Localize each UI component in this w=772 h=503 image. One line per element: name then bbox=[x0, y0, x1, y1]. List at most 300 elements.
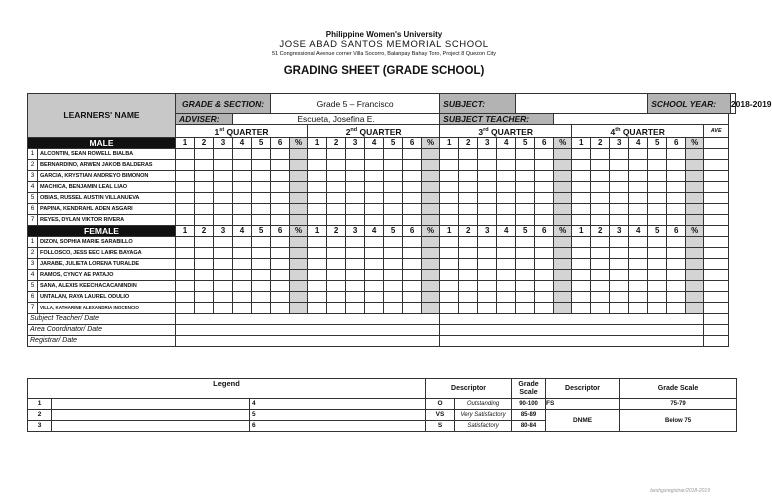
grade-cell[interactable] bbox=[271, 247, 290, 258]
grade-cell[interactable] bbox=[629, 148, 648, 159]
grade-cell[interactable] bbox=[214, 269, 233, 280]
grade-cell[interactable] bbox=[554, 236, 572, 247]
grade-cell[interactable] bbox=[667, 302, 686, 313]
grade-cell[interactable] bbox=[516, 159, 535, 170]
grade-cell[interactable] bbox=[686, 181, 704, 192]
grade-cell[interactable] bbox=[478, 280, 497, 291]
grade-cell[interactable] bbox=[176, 269, 195, 280]
grade-cell[interactable] bbox=[686, 291, 704, 302]
grade-cell[interactable] bbox=[308, 291, 327, 302]
grade-cell[interactable] bbox=[176, 192, 195, 203]
grade-cell[interactable] bbox=[440, 203, 459, 214]
grade-cell[interactable] bbox=[422, 291, 440, 302]
grade-cell[interactable] bbox=[233, 214, 252, 225]
grade-cell[interactable] bbox=[459, 236, 478, 247]
grade-cell[interactable] bbox=[233, 236, 252, 247]
grade-cell[interactable] bbox=[290, 214, 308, 225]
grade-cell[interactable] bbox=[252, 247, 271, 258]
grade-cell[interactable] bbox=[403, 214, 422, 225]
grade-cell[interactable] bbox=[629, 247, 648, 258]
grade-cell[interactable] bbox=[403, 291, 422, 302]
grade-cell[interactable] bbox=[365, 258, 384, 269]
signature-cell[interactable] bbox=[704, 335, 729, 346]
grade-cell[interactable] bbox=[384, 181, 403, 192]
grade-cell[interactable] bbox=[365, 192, 384, 203]
grade-cell[interactable] bbox=[214, 203, 233, 214]
grade-cell[interactable] bbox=[667, 291, 686, 302]
grade-cell[interactable] bbox=[478, 258, 497, 269]
grade-cell[interactable] bbox=[422, 159, 440, 170]
grade-cell[interactable] bbox=[233, 247, 252, 258]
grade-cell[interactable] bbox=[572, 181, 591, 192]
grade-cell[interactable] bbox=[327, 269, 346, 280]
grade-cell[interactable] bbox=[478, 148, 497, 159]
grade-cell[interactable] bbox=[176, 148, 195, 159]
grade-cell[interactable] bbox=[308, 192, 327, 203]
grade-cell[interactable] bbox=[176, 258, 195, 269]
grade-cell[interactable] bbox=[176, 302, 195, 313]
grade-cell[interactable] bbox=[610, 247, 629, 258]
grade-cell[interactable] bbox=[440, 291, 459, 302]
grade-cell[interactable] bbox=[497, 258, 516, 269]
grade-cell[interactable] bbox=[478, 181, 497, 192]
grade-cell[interactable] bbox=[629, 203, 648, 214]
grade-cell[interactable] bbox=[648, 148, 667, 159]
grade-cell[interactable] bbox=[308, 280, 327, 291]
average-cell[interactable] bbox=[704, 258, 729, 269]
grade-cell[interactable] bbox=[365, 159, 384, 170]
grade-cell[interactable] bbox=[327, 203, 346, 214]
grade-cell[interactable] bbox=[176, 236, 195, 247]
grade-cell[interactable] bbox=[610, 170, 629, 181]
grade-cell[interactable] bbox=[591, 302, 610, 313]
grade-cell[interactable] bbox=[572, 247, 591, 258]
grade-cell[interactable] bbox=[610, 258, 629, 269]
grade-cell[interactable] bbox=[403, 192, 422, 203]
grade-cell[interactable] bbox=[440, 302, 459, 313]
grade-cell[interactable] bbox=[233, 181, 252, 192]
grade-cell[interactable] bbox=[252, 170, 271, 181]
grade-cell[interactable] bbox=[629, 258, 648, 269]
grade-cell[interactable] bbox=[667, 258, 686, 269]
grade-cell[interactable] bbox=[459, 203, 478, 214]
grade-cell[interactable] bbox=[346, 170, 365, 181]
grade-cell[interactable] bbox=[648, 181, 667, 192]
grade-cell[interactable] bbox=[535, 148, 554, 159]
grade-cell[interactable] bbox=[440, 192, 459, 203]
grade-cell[interactable] bbox=[214, 236, 233, 247]
grade-cell[interactable] bbox=[610, 203, 629, 214]
grade-cell[interactable] bbox=[384, 269, 403, 280]
grade-cell[interactable] bbox=[667, 159, 686, 170]
grade-cell[interactable] bbox=[308, 302, 327, 313]
grade-cell[interactable] bbox=[535, 302, 554, 313]
grade-cell[interactable] bbox=[271, 148, 290, 159]
average-cell[interactable] bbox=[704, 302, 729, 313]
grade-cell[interactable] bbox=[667, 148, 686, 159]
grade-cell[interactable] bbox=[516, 291, 535, 302]
grade-cell[interactable] bbox=[667, 247, 686, 258]
grade-cell[interactable] bbox=[572, 214, 591, 225]
grade-cell[interactable] bbox=[572, 159, 591, 170]
grade-cell[interactable] bbox=[478, 203, 497, 214]
grade-cell[interactable] bbox=[290, 291, 308, 302]
grade-cell[interactable] bbox=[308, 181, 327, 192]
grade-cell[interactable] bbox=[214, 247, 233, 258]
grade-cell[interactable] bbox=[554, 170, 572, 181]
grade-cell[interactable] bbox=[516, 302, 535, 313]
grade-cell[interactable] bbox=[233, 258, 252, 269]
grade-cell[interactable] bbox=[686, 302, 704, 313]
grade-cell[interactable] bbox=[648, 269, 667, 280]
grade-cell[interactable] bbox=[308, 159, 327, 170]
grade-cell[interactable] bbox=[440, 181, 459, 192]
grade-cell[interactable] bbox=[535, 203, 554, 214]
grade-cell[interactable] bbox=[554, 159, 572, 170]
grade-cell[interactable] bbox=[610, 214, 629, 225]
grade-cell[interactable] bbox=[686, 170, 704, 181]
grade-cell[interactable] bbox=[610, 192, 629, 203]
grade-cell[interactable] bbox=[572, 148, 591, 159]
grade-cell[interactable] bbox=[591, 236, 610, 247]
grade-cell[interactable] bbox=[554, 258, 572, 269]
grade-cell[interactable] bbox=[365, 170, 384, 181]
grade-cell[interactable] bbox=[384, 280, 403, 291]
grade-cell[interactable] bbox=[610, 148, 629, 159]
average-cell[interactable] bbox=[704, 203, 729, 214]
grade-cell[interactable] bbox=[365, 203, 384, 214]
grade-cell[interactable] bbox=[422, 214, 440, 225]
grade-cell[interactable] bbox=[403, 280, 422, 291]
average-cell[interactable] bbox=[704, 214, 729, 225]
grade-cell[interactable] bbox=[195, 192, 214, 203]
grade-cell[interactable] bbox=[667, 236, 686, 247]
grade-cell[interactable] bbox=[478, 214, 497, 225]
grade-cell[interactable] bbox=[271, 159, 290, 170]
average-cell[interactable] bbox=[704, 247, 729, 258]
grade-cell[interactable] bbox=[195, 247, 214, 258]
grade-cell[interactable] bbox=[252, 214, 271, 225]
grade-cell[interactable] bbox=[327, 181, 346, 192]
grade-cell[interactable] bbox=[308, 148, 327, 159]
grade-cell[interactable] bbox=[686, 269, 704, 280]
grade-cell[interactable] bbox=[422, 170, 440, 181]
grade-cell[interactable] bbox=[591, 247, 610, 258]
grade-cell[interactable] bbox=[365, 291, 384, 302]
grade-cell[interactable] bbox=[195, 302, 214, 313]
grade-cell[interactable] bbox=[610, 280, 629, 291]
grade-cell[interactable] bbox=[686, 159, 704, 170]
grade-cell[interactable] bbox=[686, 203, 704, 214]
grade-cell[interactable] bbox=[365, 181, 384, 192]
grade-cell[interactable] bbox=[554, 148, 572, 159]
grade-cell[interactable] bbox=[516, 247, 535, 258]
grade-cell[interactable] bbox=[290, 159, 308, 170]
grade-cell[interactable] bbox=[252, 181, 271, 192]
grade-cell[interactable] bbox=[195, 203, 214, 214]
grade-cell[interactable] bbox=[648, 258, 667, 269]
grade-cell[interactable] bbox=[195, 291, 214, 302]
signature-cell[interactable] bbox=[440, 324, 704, 335]
grade-cell[interactable] bbox=[686, 192, 704, 203]
grade-cell[interactable] bbox=[478, 236, 497, 247]
grade-cell[interactable] bbox=[629, 269, 648, 280]
grade-cell[interactable] bbox=[271, 203, 290, 214]
grade-cell[interactable] bbox=[252, 203, 271, 214]
grade-cell[interactable] bbox=[516, 170, 535, 181]
grade-cell[interactable] bbox=[516, 203, 535, 214]
grade-cell[interactable] bbox=[384, 159, 403, 170]
grade-cell[interactable] bbox=[440, 214, 459, 225]
grade-cell[interactable] bbox=[233, 269, 252, 280]
grade-cell[interactable] bbox=[346, 302, 365, 313]
grade-cell[interactable] bbox=[591, 280, 610, 291]
grade-cell[interactable] bbox=[478, 302, 497, 313]
grade-cell[interactable] bbox=[327, 148, 346, 159]
grade-cell[interactable] bbox=[686, 214, 704, 225]
grade-cell[interactable] bbox=[403, 170, 422, 181]
grade-cell[interactable] bbox=[667, 181, 686, 192]
grade-cell[interactable] bbox=[422, 236, 440, 247]
grade-cell[interactable] bbox=[403, 302, 422, 313]
grade-cell[interactable] bbox=[290, 247, 308, 258]
grade-cell[interactable] bbox=[365, 269, 384, 280]
grade-cell[interactable] bbox=[271, 214, 290, 225]
average-cell[interactable] bbox=[704, 170, 729, 181]
grade-cell[interactable] bbox=[440, 280, 459, 291]
grade-cell[interactable] bbox=[516, 148, 535, 159]
grade-cell[interactable] bbox=[440, 159, 459, 170]
grade-cell[interactable] bbox=[233, 170, 252, 181]
grade-cell[interactable] bbox=[440, 258, 459, 269]
grade-cell[interactable] bbox=[554, 302, 572, 313]
grade-cell[interactable] bbox=[610, 291, 629, 302]
grade-cell[interactable] bbox=[346, 291, 365, 302]
legend-blank[interactable] bbox=[52, 399, 250, 410]
grade-cell[interactable] bbox=[271, 269, 290, 280]
grade-cell[interactable] bbox=[365, 280, 384, 291]
grade-cell[interactable] bbox=[516, 181, 535, 192]
grade-cell[interactable] bbox=[572, 192, 591, 203]
grade-cell[interactable] bbox=[516, 236, 535, 247]
grade-cell[interactable] bbox=[346, 236, 365, 247]
grade-cell[interactable] bbox=[440, 247, 459, 258]
grade-cell[interactable] bbox=[422, 203, 440, 214]
grade-cell[interactable] bbox=[535, 280, 554, 291]
grade-cell[interactable] bbox=[629, 181, 648, 192]
average-cell[interactable] bbox=[704, 192, 729, 203]
grade-cell[interactable] bbox=[686, 236, 704, 247]
grade-cell[interactable] bbox=[214, 192, 233, 203]
grade-cell[interactable] bbox=[572, 170, 591, 181]
grade-cell[interactable] bbox=[346, 258, 365, 269]
grade-cell[interactable] bbox=[195, 148, 214, 159]
average-cell[interactable] bbox=[704, 280, 729, 291]
grade-cell[interactable] bbox=[403, 148, 422, 159]
grade-cell[interactable] bbox=[271, 280, 290, 291]
grade-cell[interactable] bbox=[403, 258, 422, 269]
grade-cell[interactable] bbox=[290, 236, 308, 247]
grade-cell[interactable] bbox=[384, 192, 403, 203]
grade-cell[interactable] bbox=[214, 214, 233, 225]
grade-cell[interactable] bbox=[535, 269, 554, 280]
grade-cell[interactable] bbox=[516, 214, 535, 225]
grade-cell[interactable] bbox=[271, 302, 290, 313]
grade-cell[interactable] bbox=[667, 203, 686, 214]
grade-cell[interactable] bbox=[176, 247, 195, 258]
grade-cell[interactable] bbox=[497, 148, 516, 159]
grade-cell[interactable] bbox=[648, 291, 667, 302]
grade-cell[interactable] bbox=[535, 247, 554, 258]
grade-cell[interactable] bbox=[384, 170, 403, 181]
grade-cell[interactable] bbox=[176, 181, 195, 192]
grade-cell[interactable] bbox=[384, 236, 403, 247]
grade-cell[interactable] bbox=[346, 159, 365, 170]
grade-cell[interactable] bbox=[591, 269, 610, 280]
grade-cell[interactable] bbox=[535, 192, 554, 203]
grade-cell[interactable] bbox=[629, 236, 648, 247]
grade-cell[interactable] bbox=[610, 269, 629, 280]
grade-cell[interactable] bbox=[629, 302, 648, 313]
grade-cell[interactable] bbox=[459, 181, 478, 192]
grade-cell[interactable] bbox=[233, 302, 252, 313]
grade-cell[interactable] bbox=[327, 170, 346, 181]
grade-cell[interactable] bbox=[478, 269, 497, 280]
grade-cell[interactable] bbox=[459, 280, 478, 291]
grade-cell[interactable] bbox=[327, 214, 346, 225]
grade-cell[interactable] bbox=[686, 148, 704, 159]
grade-cell[interactable] bbox=[572, 291, 591, 302]
grade-cell[interactable] bbox=[497, 236, 516, 247]
grade-cell[interactable] bbox=[290, 280, 308, 291]
grade-cell[interactable] bbox=[591, 148, 610, 159]
grade-cell[interactable] bbox=[667, 214, 686, 225]
grade-cell[interactable] bbox=[346, 269, 365, 280]
grade-cell[interactable] bbox=[290, 181, 308, 192]
grade-cell[interactable] bbox=[271, 258, 290, 269]
grade-cell[interactable] bbox=[648, 203, 667, 214]
grade-cell[interactable] bbox=[290, 170, 308, 181]
grade-cell[interactable] bbox=[327, 280, 346, 291]
grade-cell[interactable] bbox=[629, 280, 648, 291]
grade-cell[interactable] bbox=[403, 181, 422, 192]
grade-cell[interactable] bbox=[176, 159, 195, 170]
grade-cell[interactable] bbox=[497, 203, 516, 214]
grade-cell[interactable] bbox=[497, 291, 516, 302]
grade-cell[interactable] bbox=[271, 291, 290, 302]
grade-cell[interactable] bbox=[648, 214, 667, 225]
grade-cell[interactable] bbox=[195, 170, 214, 181]
grade-cell[interactable] bbox=[554, 269, 572, 280]
grade-cell[interactable] bbox=[591, 159, 610, 170]
grade-cell[interactable] bbox=[497, 170, 516, 181]
grade-cell[interactable] bbox=[535, 159, 554, 170]
grade-cell[interactable] bbox=[554, 214, 572, 225]
grade-cell[interactable] bbox=[403, 247, 422, 258]
grade-cell[interactable] bbox=[610, 181, 629, 192]
grade-cell[interactable] bbox=[327, 192, 346, 203]
grade-cell[interactable] bbox=[497, 302, 516, 313]
grade-cell[interactable] bbox=[346, 181, 365, 192]
grade-cell[interactable] bbox=[648, 192, 667, 203]
grade-cell[interactable] bbox=[308, 236, 327, 247]
grade-cell[interactable] bbox=[629, 291, 648, 302]
grade-cell[interactable] bbox=[346, 280, 365, 291]
subject-teacher-value[interactable] bbox=[554, 114, 729, 125]
grade-cell[interactable] bbox=[478, 192, 497, 203]
grade-cell[interactable] bbox=[214, 181, 233, 192]
grade-cell[interactable] bbox=[459, 258, 478, 269]
grade-cell[interactable] bbox=[572, 302, 591, 313]
grade-cell[interactable] bbox=[308, 258, 327, 269]
grade-cell[interactable] bbox=[459, 192, 478, 203]
grade-cell[interactable] bbox=[346, 192, 365, 203]
grade-cell[interactable] bbox=[176, 203, 195, 214]
grade-cell[interactable] bbox=[554, 181, 572, 192]
grade-cell[interactable] bbox=[233, 148, 252, 159]
grade-cell[interactable] bbox=[290, 148, 308, 159]
grade-cell[interactable] bbox=[271, 181, 290, 192]
grade-cell[interactable] bbox=[686, 247, 704, 258]
grade-cell[interactable] bbox=[422, 280, 440, 291]
grade-cell[interactable] bbox=[572, 258, 591, 269]
grade-cell[interactable] bbox=[365, 302, 384, 313]
grade-cell[interactable] bbox=[233, 280, 252, 291]
grade-cell[interactable] bbox=[346, 247, 365, 258]
grade-cell[interactable] bbox=[252, 148, 271, 159]
legend-blank[interactable] bbox=[52, 421, 250, 432]
grade-cell[interactable] bbox=[252, 192, 271, 203]
grade-cell[interactable] bbox=[667, 280, 686, 291]
grade-cell[interactable] bbox=[572, 280, 591, 291]
grade-cell[interactable] bbox=[233, 203, 252, 214]
grade-cell[interactable] bbox=[572, 203, 591, 214]
grade-cell[interactable] bbox=[459, 159, 478, 170]
signature-cell[interactable] bbox=[176, 313, 440, 324]
grade-cell[interactable] bbox=[610, 236, 629, 247]
grade-cell[interactable] bbox=[648, 159, 667, 170]
grade-cell[interactable] bbox=[327, 302, 346, 313]
grade-cell[interactable] bbox=[497, 181, 516, 192]
grade-cell[interactable] bbox=[214, 148, 233, 159]
grade-cell[interactable] bbox=[365, 148, 384, 159]
average-cell[interactable] bbox=[704, 291, 729, 302]
grade-cell[interactable] bbox=[403, 236, 422, 247]
grade-cell[interactable] bbox=[648, 236, 667, 247]
grade-cell[interactable] bbox=[648, 280, 667, 291]
grade-cell[interactable] bbox=[610, 159, 629, 170]
grade-cell[interactable] bbox=[535, 170, 554, 181]
grade-cell[interactable] bbox=[440, 236, 459, 247]
grade-cell[interactable] bbox=[384, 203, 403, 214]
grade-cell[interactable] bbox=[591, 170, 610, 181]
grade-cell[interactable] bbox=[195, 214, 214, 225]
grade-cell[interactable] bbox=[214, 258, 233, 269]
grade-cell[interactable] bbox=[290, 192, 308, 203]
grade-cell[interactable] bbox=[214, 159, 233, 170]
grade-cell[interactable] bbox=[384, 291, 403, 302]
grade-cell[interactable] bbox=[384, 247, 403, 258]
grade-cell[interactable] bbox=[667, 192, 686, 203]
grade-cell[interactable] bbox=[233, 291, 252, 302]
grade-cell[interactable] bbox=[384, 302, 403, 313]
grade-cell[interactable] bbox=[422, 192, 440, 203]
grade-cell[interactable] bbox=[327, 258, 346, 269]
grade-cell[interactable] bbox=[591, 192, 610, 203]
grade-cell[interactable] bbox=[233, 159, 252, 170]
grade-cell[interactable] bbox=[308, 214, 327, 225]
grade-cell[interactable] bbox=[648, 247, 667, 258]
